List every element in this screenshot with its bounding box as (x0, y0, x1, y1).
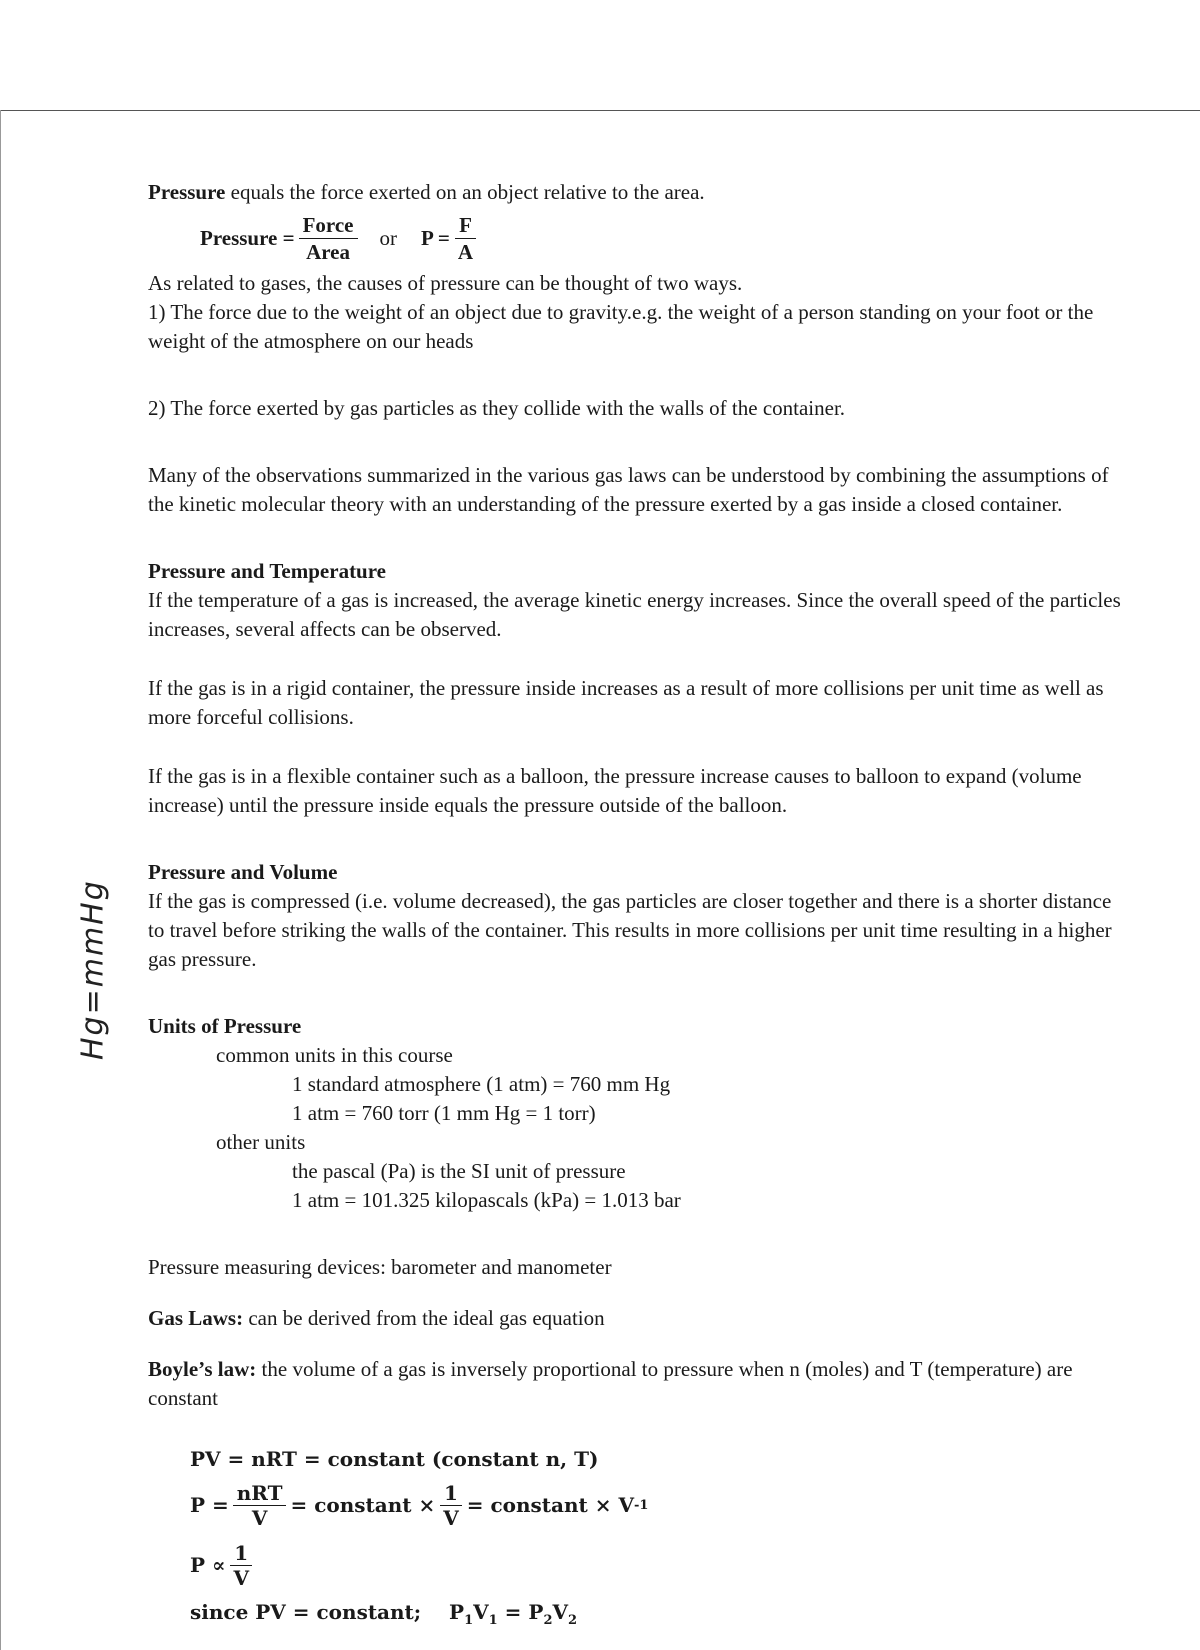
devices-line: Pressure measuring devices: barometer and manometer (148, 1255, 612, 1279)
units-other-label: other units (216, 1130, 306, 1154)
eq-sub: 1 (488, 1613, 498, 1628)
fraction-numerator: nRT (233, 1481, 287, 1506)
fraction-denominator: V (251, 1505, 268, 1530)
eq-v2: V (552, 1600, 569, 1624)
pressure-formula (148, 207, 1128, 269)
intro-paragraph (148, 178, 1128, 207)
volume-paragraph: If the gas is compressed (i.e. volume decreased), the gas particles are closer together and there is a shorter distance to travel before striking the walls of the container. This results in more collisions per unit time resulting in a higher gas pressure. (148, 889, 1112, 971)
cause-two: 2) The force exerted by gas particles as they collide with the walls of the container. (148, 396, 846, 420)
nrt-v-fraction (233, 1481, 287, 1530)
equation-pv-nrt: PV = nRT = constant (constant n, T) (190, 1447, 599, 1471)
units-common-line: 1 atm = 760 torr (1 mm Hg = 1 torr) (292, 1101, 596, 1125)
fraction-denominator: V (233, 1565, 249, 1590)
eq-prop-p: P ∝ (190, 1552, 226, 1577)
one-v-fraction (439, 1481, 463, 1530)
page-left-edge (0, 110, 1, 1650)
eq-v1: V (473, 1600, 489, 1624)
boyle-paragraph (148, 1355, 1128, 1413)
cause-one: 1) The force due to the weight of an object due to gravity.e.g. the weight of a person standing on your foot or the weight of the atmosphere on our heads (148, 300, 1094, 353)
formula-p-label: P = (421, 225, 450, 250)
observations-paragraph: Many of the observations summarized in the various gas laws can be understood by combining the assumptions of the kinetic molecular theory with an understanding of the pressure exerted by a gas inside a closed container. (148, 463, 1109, 516)
eq-const-v: = constant × V (466, 1492, 634, 1517)
equation-since (190, 1595, 1128, 1638)
intro-rest: equals the force exerted on an object relative to the area. (225, 180, 705, 204)
boyle-rest: the volume of a gas is inversely proportional to pressure when n (moles) and T (temperature) are constant (148, 1357, 1073, 1410)
causes-lead: As related to gases, the causes of pressure can be thought of two ways. (148, 271, 743, 295)
fraction-numerator: 1 (230, 1541, 252, 1566)
gas-laws-term: Gas Laws: (148, 1306, 244, 1330)
units-other-line: 1 atm = 101.325 kilopascals (kPa) = 1.013 bar (292, 1188, 681, 1212)
temperature-heading: Pressure and Temperature (148, 559, 387, 583)
fraction-numerator: Force (299, 212, 358, 239)
units-common-line: 1 standard atmosphere (1 atm) = 760 mm Hg (292, 1072, 671, 1096)
intro-term: Pressure (148, 180, 226, 204)
units-other-line: the pascal (Pa) is the SI unit of pressure (292, 1159, 626, 1183)
eq-const-times: = constant × (290, 1492, 436, 1517)
eq-sub: 2 (543, 1613, 553, 1628)
fraction-denominator: V (443, 1505, 459, 1530)
eq-sub: 2 (568, 1613, 578, 1628)
handwritten-margin-note: Hg=mmHg (75, 879, 111, 1061)
formula-or: or (379, 225, 398, 250)
eq-p1: P (449, 1600, 465, 1624)
document-body (148, 178, 1128, 1638)
temperature-paragraph-1: If the temperature of a gas is increased, the average kinetic energy increases. Since the overall speed of the particles increases, several affects can be observed. (148, 588, 1121, 641)
eq-since-text: since PV = constant; (190, 1600, 422, 1624)
formula-label: Pressure = (200, 225, 295, 250)
gas-laws-rest: can be derived from the ideal gas equation (243, 1306, 605, 1330)
f-a-fraction (454, 212, 477, 265)
page-top-rule (0, 110, 1200, 111)
units-common-label: common units in this course (216, 1043, 453, 1067)
eq-exponent: -1 (633, 1497, 649, 1513)
gas-laws-line (148, 1304, 1128, 1333)
eq-p: P = (190, 1492, 229, 1517)
fraction-numerator: 1 (440, 1481, 462, 1506)
boyle-term: Boyle’s law: (148, 1357, 257, 1381)
eq-sub: 1 (464, 1613, 474, 1628)
boyle-equations (148, 1443, 1128, 1638)
units-heading: Units of Pressure (148, 1014, 302, 1038)
volume-heading: Pressure and Volume (148, 860, 338, 884)
force-area-fraction (299, 212, 358, 265)
equation-proportional (190, 1535, 1128, 1595)
eq-equals: = P (497, 1600, 544, 1624)
equation-p-nrt-v (190, 1475, 1128, 1535)
fraction-denominator: Area (306, 239, 351, 264)
prop-fraction (229, 1541, 253, 1590)
temperature-paragraph-3: If the gas is in a flexible container such as a balloon, the pressure increase causes to balloon to expand (volume increase) until the pressure inside equals the pressure outside of the balloon. (148, 764, 1082, 817)
fraction-denominator: A (457, 239, 474, 264)
fraction-numerator: F (455, 212, 476, 239)
temperature-paragraph-2: If the gas is in a rigid container, the pressure inside increases as a result of more collisions per unit time as well as more forceful collisions. (148, 676, 1104, 729)
